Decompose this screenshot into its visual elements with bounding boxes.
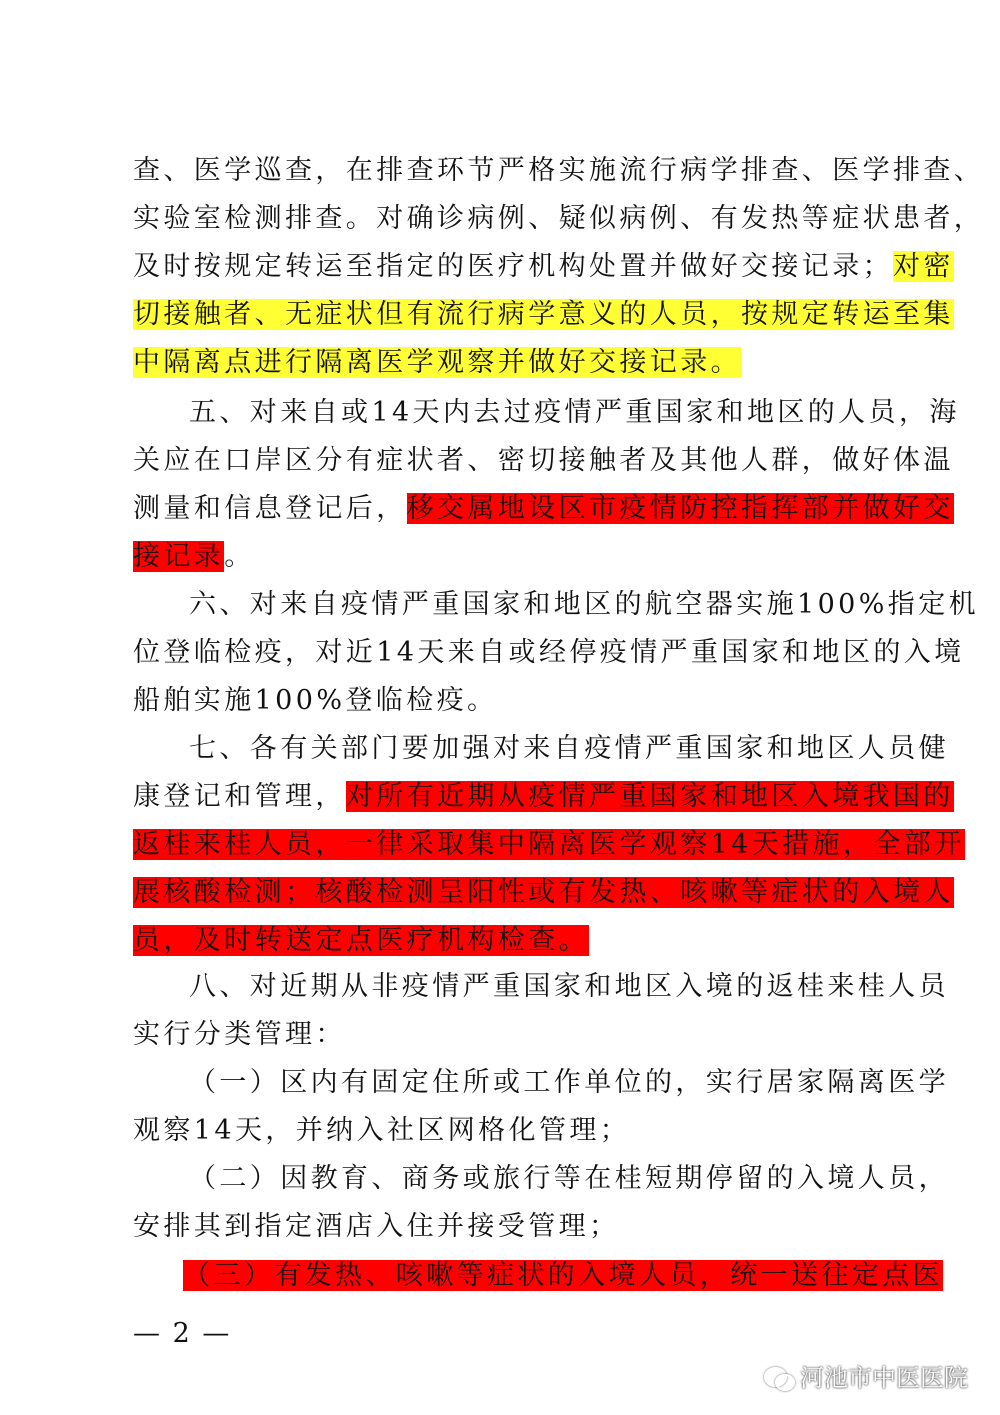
paragraph-6-line: 六、对来自疫情严重国家和地区的航空器实施100%指定机 (189, 589, 979, 620)
text-line: 关应在口岸区分有症状者、密切接触者及其他人群，做好体温 (133, 445, 954, 476)
text-segment: 康登记和管理， (133, 781, 346, 812)
item-2-line: （二）因教育、商务或旅行等在桂短期停留的入境人员， (189, 1163, 949, 1194)
paragraph-5-line: 五、对来自或14天内去过疫情严重国家和地区的人员，海 (189, 397, 960, 428)
text-line (133, 917, 870, 965)
text-line (133, 869, 954, 917)
text-line (133, 339, 870, 387)
text-segment: 。 (224, 541, 255, 572)
text-line: 安排其到指定酒店入住并接受管理； (133, 1211, 620, 1242)
highlight-yellow: 切接触者、无症状但有流行病学意义的人员，按规定转运至集 (133, 299, 954, 330)
highlight-yellow: 对密 (893, 251, 954, 282)
highlight-red: 员，及时转送定点医疗机构检查。 (133, 925, 589, 956)
text-line: 船舶实施100%登临检疫。 (133, 685, 498, 716)
text-line (133, 291, 954, 339)
wechat-icon (764, 1365, 794, 1391)
text-line: 观察14天，并纳入社区网格化管理； (133, 1115, 631, 1146)
highlight-red: 对所有近期从疫情严重国家和地区入境我国的 (345, 781, 954, 812)
highlight-yellow: 中隔离点进行隔离医学观察并做好交接记录。 (133, 347, 741, 378)
highlight-red: 展核酸检测；核酸检测呈阳性或有发热、咳嗽等症状的入境人 (133, 877, 954, 908)
text-line: 实验室检测排查。对确诊病例、疑似病例、有发热等症状患者， (133, 203, 985, 234)
highlight-red: （三）有发热、咳嗽等症状的入境人员，统一送往定点医 (183, 1260, 943, 1291)
text-line (133, 821, 965, 869)
watermark (764, 1362, 968, 1394)
watermark-text: 河池市中医医院 (800, 1364, 968, 1392)
paragraph-7-line: 七、各有关部门要加强对来自疫情严重国家和地区人员健 (189, 733, 949, 764)
text-line (133, 243, 954, 291)
text-line: 实行分类管理： (133, 1019, 346, 1050)
text-segment: 测量和信息登记后， (133, 493, 407, 524)
page-number: — 2 — (133, 1318, 232, 1349)
highlight-red: 移交属地设区市疫情防控指挥部并做好交 (406, 493, 954, 524)
highlight-red: 接记录 (133, 541, 225, 572)
paragraph-8-line: 八、对近期从非疫情严重国家和地区入境的返桂来桂人员 (189, 971, 949, 1002)
text-segment: 及时按规定转运至指定的医疗机构处置并做好交接记录； (133, 251, 893, 282)
text-line: 位登临检疫，对近14天来自或经停疫情严重国家和地区的入境 (133, 637, 965, 668)
item-1-line: （一）区内有固定住所或工作单位的，实行居家隔离医学 (189, 1067, 949, 1098)
highlight-red: 返桂来桂人员，一律采取集中隔离医学观察14天措施，全部开 (133, 829, 965, 860)
text-line (133, 773, 954, 821)
text-line (133, 485, 954, 533)
item-3-line (183, 1252, 943, 1300)
text-line (133, 533, 870, 581)
text-line: 查、医学巡查，在排查环节严格实施流行病学排查、医学排查、 (133, 155, 985, 186)
